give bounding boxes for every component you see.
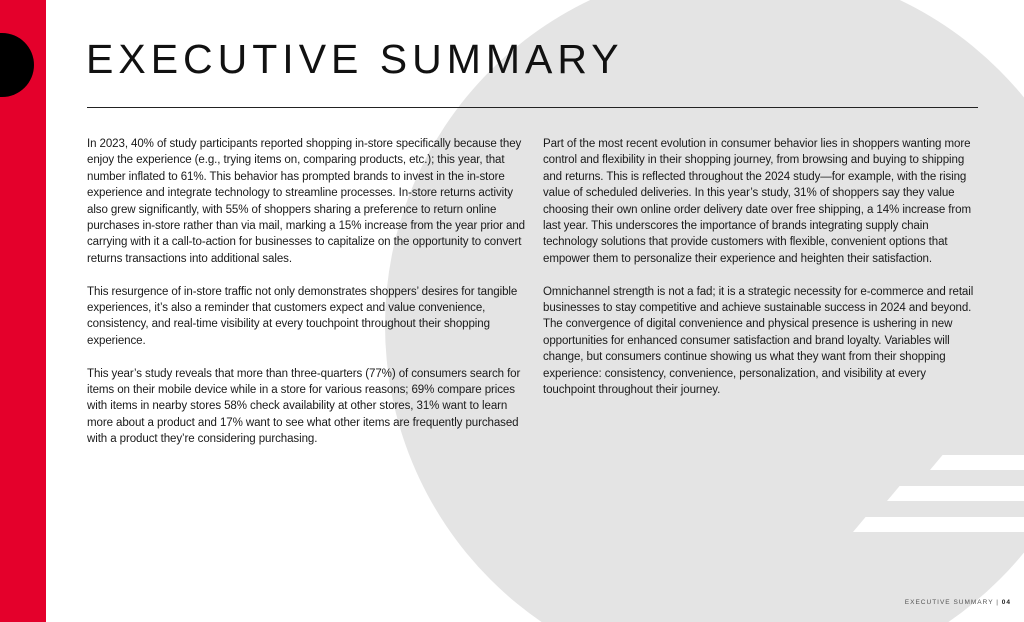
page-number: 04 <box>1001 599 1011 606</box>
left-text-column <box>87 136 529 464</box>
stripe-decoration <box>930 455 1024 470</box>
paragraph: This year’s study reveals that more than three-quarters (77%) of consumers search for items on their mobile device while in a store for various reasons; 69% compare prices with items in nearby stores 58% check availability at other stores, 31% want to learn more about a product and 17% want to see what other items are frequently purchased with a product they’re considering purchasing. <box>87 367 521 446</box>
paragraph: Part of the most recent evolution in consumer behavior lies in shoppers wanting more control and flexibility in their shopping journey, from browsing and buying to shipping and returns. This is reflected throughout the 2024 study—for example, with the rising value of scheduled deliveries. In this year’s study, 31% of shoppers say they value choosing their own online order delivery date over free shipping, a 14% increase from last year. This underscores the importance of brands integrating supply chain technology solutions that provide customers with flexible, convenient options that empower them to personalize their experience and heighten their satisfaction. <box>543 138 971 265</box>
paragraph: Omnichannel strength is not a fad; it is a strategic necessity for e-commerce and retail businesses to stay competitive and achieve sustainable success in 2024 and beyond. The convergence of digital convenience and physical presence is ushering in new opportunities for enhanced consumer satisfaction and brand loyalty. Variables will change, but consumers continue showing us what they want from their shopping experience: consistency, convenience, personalization, and visibility at every touchpoint throughout their journey. <box>543 285 974 397</box>
title-divider <box>87 107 978 108</box>
footer-separator: | <box>996 599 999 606</box>
stripe-decoration <box>887 486 1024 501</box>
footer-section-label: EXECUTIVE SUMMARY <box>904 599 994 606</box>
page-title: EXECUTIVE SUMMARY <box>86 36 624 82</box>
stripe-decoration <box>853 517 1024 532</box>
right-text-column <box>543 136 979 415</box>
paragraph: This resurgence of in-store traffic not only demonstrates shoppers’ desires for tangible experiences, it’s also a reminder that customers expect and value convenience, consistency, and real-time visibility at every touchpoint throughout their shopping experience. <box>87 285 518 347</box>
paragraph: In 2023, 40% of study participants reported shopping in-store specifically because they enjoy the experience (e.g., trying items on, comparing products, etc.); this year, that number inflated to 61%. This behavior has prompted brands to invest in the in-store experience and integrate technology to streamline processes. In-store returns activity also grew significantly, with 55% of shoppers sharing a preference to return online purchases in-store rather than via mail, marking a 15% increase from the year prior and carrying with it a call-to-action for businesses to capitalize on the opportunity to convert returns transactions into additional sales. <box>87 138 525 265</box>
page-footer <box>905 599 1011 606</box>
